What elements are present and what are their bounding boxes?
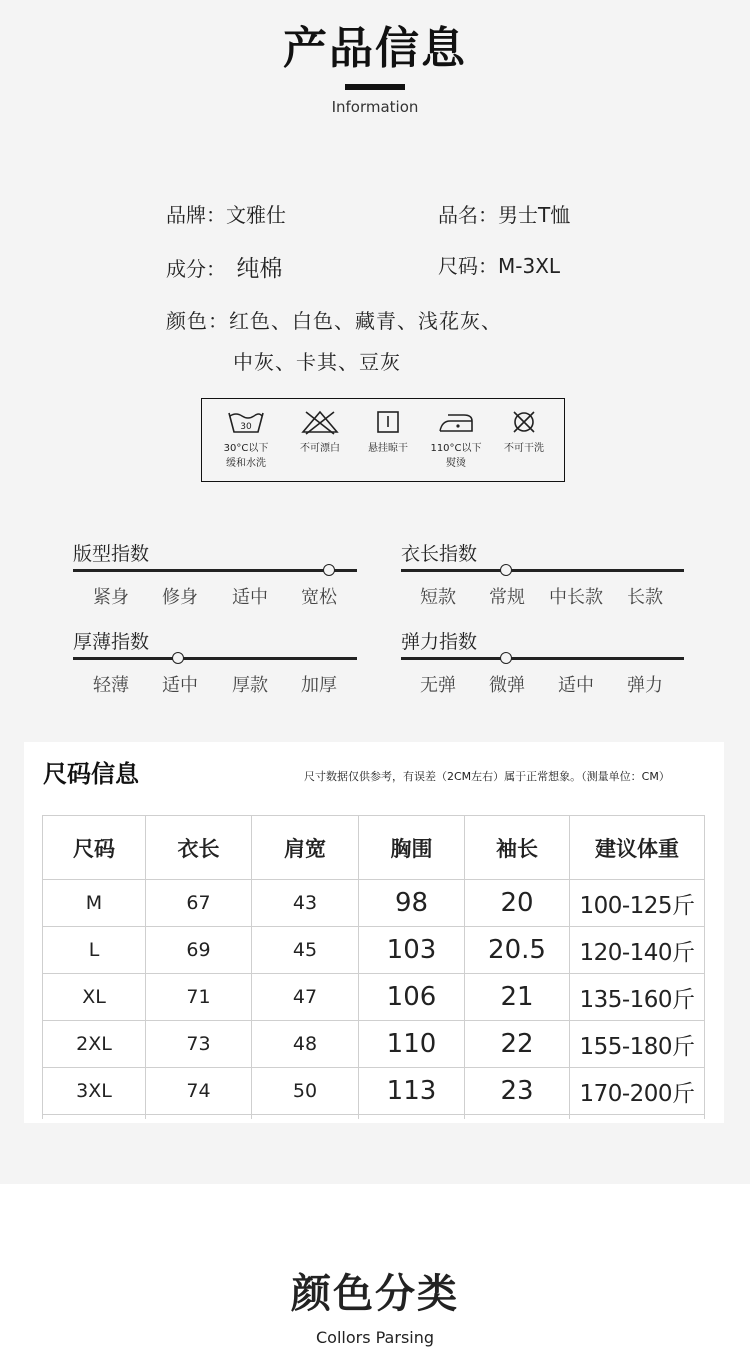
care-item-no-dryclean: 不可干洗 [488,409,560,456]
table-cell: 135-160斤 [570,974,705,1021]
length-index-marker [500,564,512,576]
table-cell: 20 [465,880,570,927]
length-index-label: 常规 [489,587,525,608]
table-cell: 23 [465,1068,570,1115]
table-cell: 50 [252,1068,359,1115]
table-cell: 120-140斤 [570,927,705,974]
elasticity-index-track [401,657,684,660]
table-header-cell: 衣长 [146,816,252,880]
fit-index-title: 版型指数 [73,543,150,565]
length-index-label: 短款 [420,587,456,608]
care-instructions-box [201,398,565,482]
table-cell: 20.5 [465,927,570,974]
size-range-info: 尺码：M-3XL [438,254,561,278]
elasticity-index-marker [500,652,512,664]
table-cell: 73 [146,1021,252,1068]
elasticity-index-title: 弹力指数 [401,631,478,653]
fit-index-label: 紧身 [93,587,129,608]
table-cell: 71 [146,974,252,1021]
table-header-cell: 袖长 [465,816,570,880]
size-table [42,815,705,1119]
table-cell: 98 [359,880,465,927]
care-item-wash: 30 30°C以下 缓和水洗 [210,409,282,471]
table-cell: 106 [359,974,465,1021]
material-info [166,250,282,283]
table-cell: 3XL [43,1068,146,1115]
table-cell: 2XL [43,1021,146,1068]
table-row [43,1068,705,1115]
table-cell: 43 [252,880,359,927]
product-name-info: 品名：男士T恤 [438,203,571,227]
wash-30-icon [226,409,266,435]
care-item-no-bleach: 不可漂白 [284,409,356,456]
table-cell: 155-180斤 [570,1021,705,1068]
thickness-index-label: 加厚 [301,675,337,696]
elasticity-index-label: 弹力 [627,675,663,696]
table-cell: 22 [465,1021,570,1068]
table-row [43,927,705,974]
length-index-label: 长款 [627,587,663,608]
iron-icon [436,409,476,435]
colors-info-line1: 颜色：红色、白色、藏青、浅花灰、 [166,309,502,333]
table-cell: 74 [146,1068,252,1115]
care-item-iron: 110°C以下 熨烫 [420,409,492,471]
table-header-row [43,816,705,880]
length-index-track [401,569,684,572]
thickness-index-track [73,657,357,660]
table-cell: 69 [146,927,252,974]
svg-text:30: 30 [240,422,252,432]
table-cell: 21 [465,974,570,1021]
elasticity-index-label: 无弹 [420,675,456,696]
table-cell: XL [43,974,146,1021]
thickness-index-title: 厚薄指数 [73,631,150,653]
brand-info: 品牌：文雅仕 [166,203,286,227]
page-subtitle: Information [331,98,419,116]
table-header-cell: 建议体重 [570,816,705,880]
table-cell: L [43,927,146,974]
table-row [43,880,705,927]
elasticity-index-label: 微弹 [489,675,525,696]
length-index-label: 中长款 [549,587,603,608]
table-header-cell: 尺码 [43,816,146,880]
hang-dry-icon [368,409,408,435]
thickness-index-label: 轻薄 [93,675,129,696]
table-cell: 170-200斤 [570,1068,705,1115]
table-cell: 100-125斤 [570,880,705,927]
table-cell: 48 [252,1021,359,1068]
fit-index-marker [323,564,335,576]
thickness-index-marker [172,652,184,664]
table-cell: 113 [359,1068,465,1115]
colors-section-title: 颜色分类 [291,1271,459,1317]
fit-index-label: 修身 [162,587,198,608]
table-row [43,974,705,1021]
size-info-note: 尺寸数据仅供参考，有误差（2CM左右）属于正常想象。（测量单位：CM） [304,770,670,783]
table-cell: 67 [146,880,252,927]
colors-info-line2: 中灰、卡其、豆灰 [233,350,401,374]
table-cell: 45 [252,927,359,974]
thickness-index-label: 适中 [162,675,198,696]
fit-index-track [73,569,357,572]
table-cell: 47 [252,974,359,1021]
material-value: 纯棉 [236,256,283,282]
size-info-title: 尺码信息 [43,760,139,788]
thickness-index-label: 厚款 [232,675,268,696]
fit-index-label: 适中 [232,587,268,608]
title-underline [345,84,405,90]
no-dryclean-icon [504,409,544,435]
fit-index-label: 宽松 [301,587,337,608]
care-item-hang-dry: 悬挂晾干 [352,409,424,456]
colors-section-subtitle: Collors Parsing [315,1328,435,1347]
table-cell: 110 [359,1021,465,1068]
table-header-cell: 肩宽 [252,816,359,880]
no-bleach-icon [300,409,340,435]
table-cell: M [43,880,146,927]
elasticity-index-label: 适中 [558,675,594,696]
length-index-title: 衣长指数 [401,543,478,565]
table-row [43,1021,705,1068]
table-filler-row [43,1115,705,1120]
page-title: 产品信息 [283,23,467,74]
table-header-cell: 胸围 [359,816,465,880]
material-label: 成分： [166,257,226,281]
table-cell: 103 [359,927,465,974]
